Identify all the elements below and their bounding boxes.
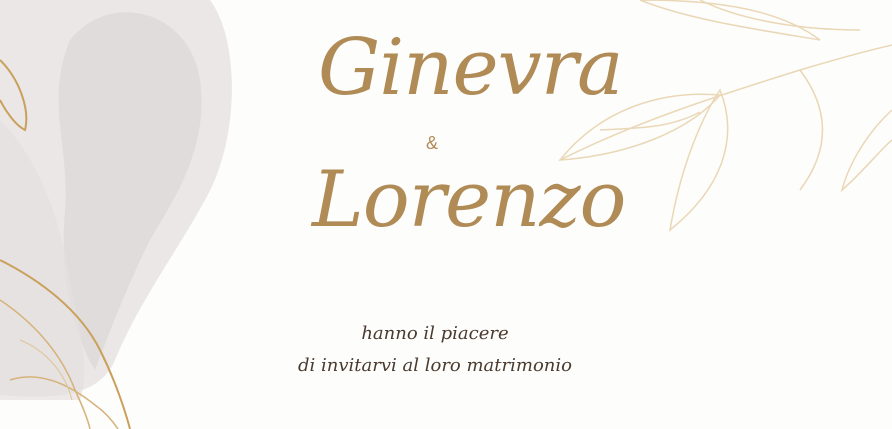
groom-name: Lorenzo [312, 155, 626, 245]
invitation-message [270, 318, 600, 382]
bride-name: Ginevra [318, 23, 623, 113]
ampersand: & [426, 133, 439, 153]
invitation-line-2: di invitarvi al loro matrimonio [298, 355, 572, 376]
invitation-line-1: hanno il piacere [361, 323, 509, 344]
